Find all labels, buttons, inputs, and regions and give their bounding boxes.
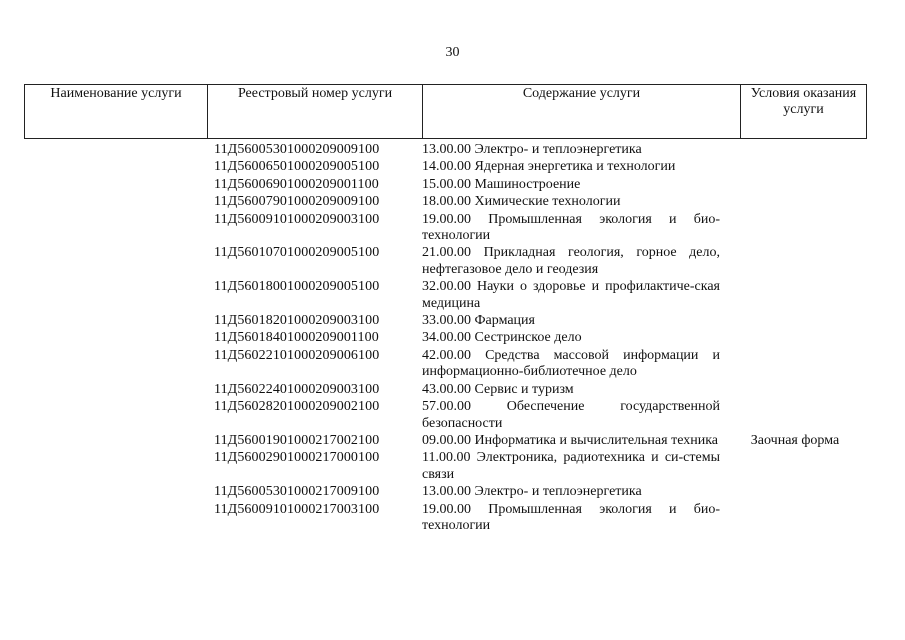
header-registry-number: Реестровый номер услуги: [208, 85, 423, 139]
table-row: [0, 244, 905, 278]
table-row: [0, 278, 905, 312]
registry-number: 11Д56006901000209001100: [214, 176, 379, 192]
service-content: 33.00.00 Фармация: [422, 313, 535, 329]
table-body: [0, 141, 905, 534]
service-content: 11.00.00 Электроника, радиотехника и си-стемы связи: [422, 450, 720, 482]
table-row: [0, 141, 905, 158]
table-row: [0, 193, 905, 210]
service-content: 09.00.00 Информатика и вычислительная техника: [422, 432, 719, 448]
table-row: [0, 158, 905, 175]
service-content: 57.00.00 Обеспечение государственной безопасности: [422, 399, 720, 431]
service-content: 18.00.00 Химические технологии: [422, 194, 621, 210]
table-row: [0, 312, 905, 329]
table-row: [0, 329, 905, 346]
header-row: [25, 85, 867, 139]
service-content: 14.00.00 Ядерная энергетика и технологии: [422, 159, 676, 175]
service-condition: Заочная форма: [750, 432, 840, 448]
table-row: [0, 176, 905, 193]
registry-number: 11Д56006501000209005100: [214, 159, 380, 175]
table-row: [0, 347, 905, 381]
table-row: [0, 501, 905, 535]
registry-number: 11Д56018401000209001100: [214, 330, 379, 346]
registry-number: 11Д56018001000209005100: [214, 279, 380, 295]
registry-number: 11Д56005301000217009100: [214, 484, 380, 500]
header-content: Содержание услуги: [423, 85, 741, 139]
service-content: 19.00.00 Промышленная экология и био-технологии: [422, 211, 720, 244]
table-row: [0, 432, 905, 449]
table-row: [0, 449, 905, 483]
service-content: 19.00.00 Промышленная экология и био-технологии: [422, 501, 720, 533]
registry-number: 11Д56018201000209003100: [214, 313, 380, 329]
registry-number: 11Д56028201000209002100: [214, 399, 380, 415]
header-conditions: Условия оказания услуги: [741, 85, 867, 139]
registry-number: 11Д56007901000209009100: [214, 194, 380, 210]
table-row: [0, 483, 905, 500]
registry-number: 11Д56010701000209005100: [214, 245, 380, 261]
registry-number: 11Д56022101000209006100: [214, 347, 380, 363]
service-content: 13.00.00 Электро- и теплоэнергетика: [422, 142, 642, 157]
registry-number: 11Д56009101000209003100: [214, 211, 380, 227]
table-header: [24, 84, 867, 139]
table-row: [0, 211, 905, 245]
registry-number: 11Д56002901000217000100: [214, 450, 380, 466]
service-content: 43.00.00 Сервис и туризм: [422, 381, 574, 397]
table-row: [0, 381, 905, 398]
service-content: 15.00.00 Машиностроение: [422, 176, 581, 192]
page-number: 30: [445, 45, 460, 60]
service-content: 34.00.00 Сестринское дело: [422, 330, 582, 346]
header-service-name: Наименование услуги: [25, 85, 208, 139]
service-content: 32.00.00 Науки о здоровье и профилактиче-ская медицина: [422, 279, 720, 311]
registry-number: 11Д56009101000217003100: [214, 501, 380, 517]
registry-number: 11Д56022401000209003100: [214, 381, 380, 397]
table-row: [0, 398, 905, 432]
service-content: 42.00.00 Средства массовой информации и информационно-библиотечное дело: [422, 347, 720, 380]
service-content: 13.00.00 Электро- и теплоэнергетика: [422, 484, 642, 500]
registry-number: 11Д56001901000217002100: [214, 432, 380, 448]
service-content: 21.00.00 Прикладная геология, горное дело, нефтегазовое дело и геодезия: [422, 245, 720, 277]
registry-number: 11Д56005301000209009100: [214, 142, 380, 157]
